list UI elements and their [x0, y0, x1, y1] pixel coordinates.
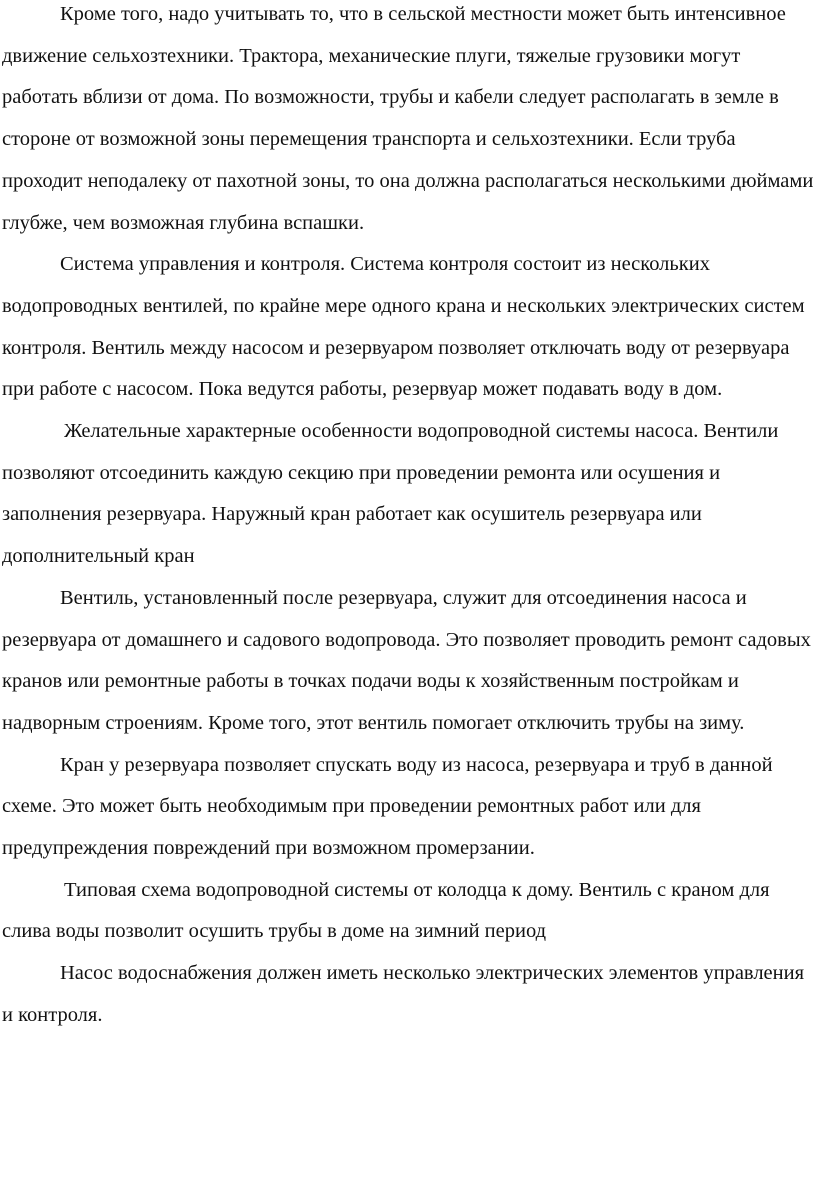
paragraph-rural-traffic: Кроме того, надо учитывать то, что в сельской местности может быть интенсивное движение сельхозтехники. Трактора, механические плуги, тяжелые грузовики могут работать вблизи от дома. По возможности, трубы и кабели следует располагать в земле в стороне от возможной зоны перемещения транспорта и сельхозтехники. Если труба проходит неподалеку от пахотной зоны, то она должна располагаться несколькими дюймами глубже, чем возможная глубина вспашки. — [2, 3, 814, 234]
paragraph-valve-after-tank: Вентиль, установленный после резервуара, служит для отсоединения насоса и резервуара от домашнего и садового водопровода. Это позволяет проводить ремонт садовых кранов или ремонтные работы в точках подачи воды к хозяйственным постройкам и надворным строениям. Кроме того, этот вентиль помогает отключить трубы на зиму. — [2, 586, 811, 734]
paragraph-control-system: Система управления и контроля. Система контроля состоит из нескольких водопроводных вентилей, по крайне мере одного крана и нескольких электрических систем контроля. Вентиль между насосом и резервуаром позволяет отключать воду от резервуара при работе с насосом. Пока ведутся работы, резервуар может подавать воду в дом. — [2, 253, 805, 401]
paragraph-typical-scheme: Типовая схема водопроводной системы от колодца к дому. Вентиль с краном для слива воды позволит осушить трубы в доме на зимний период — [2, 878, 770, 943]
paragraph-tank-drain: Кран у резервуара позволяет спускать воду из насоса, резервуара и труб в данной схеме. Это может быть необходимым при проведении ремонтных работ или для предупреждения повреждений при возможном промерзании. — [2, 753, 773, 860]
document-body — [2, 0, 816, 1037]
paragraph-desirable-features: Желательные характерные особенности водопроводной системы насоса. Вентили позволяют отсоединить каждую секцию при проведении ремонта или осушения и заполнения резервуара. Наружный кран работает как осушитель резервуара или дополнительный кран — [2, 420, 779, 568]
paragraph-electrical-elements: Насос водоснабжения должен иметь несколько электрических элементов управления и контроля. — [2, 962, 805, 1026]
